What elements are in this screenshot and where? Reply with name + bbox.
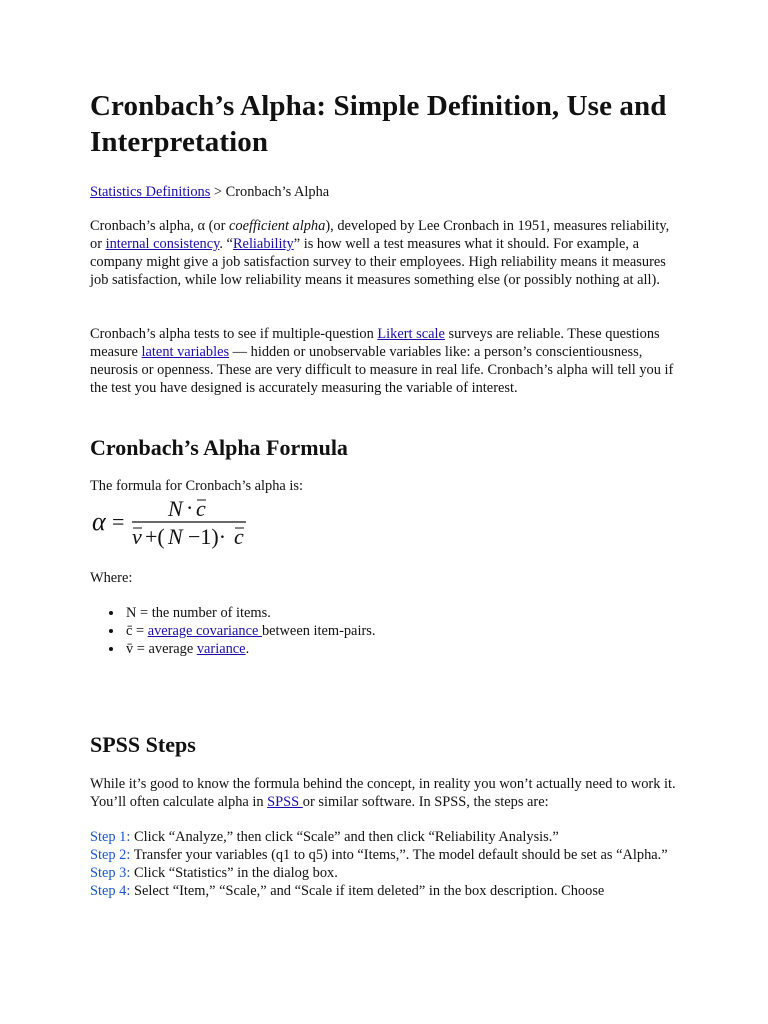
step-1-text: Click “Analyze,” then click “Scale” and then click “Reliability Analysis.” [130, 829, 559, 845]
link-average-covariance[interactable]: average covariance [147, 623, 262, 639]
formula-plus-open: +( [145, 524, 165, 549]
where-label: Where: [90, 570, 133, 586]
breadcrumb-link-statistics-definitions[interactable]: Statistics Definitions [90, 184, 211, 200]
list-item-c [124, 622, 714, 640]
intro-text-1: Cronbach’s alpha, α (or [90, 218, 230, 234]
formula-c-num: c [196, 496, 206, 521]
likert-paragraph [90, 325, 680, 397]
para2-text-2: surveys are reliable. These questions measure [90, 326, 660, 360]
step-4-text: Select “Item,” “Scale,” and “Scale if item deleted” in the box description. Choose [130, 883, 605, 899]
step-3-text: Click “Statistics” in the dialog box. [130, 865, 338, 881]
formula-heading: Cronbach’s Alpha Formula [90, 435, 348, 460]
para2-text-1: Cronbach’s alpha tests to see if multiple-question [90, 326, 378, 342]
v-prefix: v̄ = average [126, 641, 197, 657]
spss-intro-text-1: While it’s good to know the formula behind the concept, in reality you won’t actually need to work it. You’ll often calculate alpha in [90, 776, 676, 810]
intro-text-2: ), developed by Lee Cronbach in 1951, measures reliability, or [90, 218, 670, 252]
spss-intro [90, 775, 680, 811]
link-latent-variables[interactable]: latent variables [141, 344, 230, 360]
formula-minus-one: −1)· [188, 524, 227, 549]
page-title: Cronbach’s Alpha: Simple Definition, Use and Interpretation [90, 90, 667, 158]
breadcrumb-separator: > [210, 184, 226, 200]
formula-graphic [90, 492, 290, 552]
intro-text-3: . “ [219, 236, 233, 252]
formula-c-den: c [234, 524, 244, 549]
spss-heading: SPSS Steps [90, 732, 196, 757]
step-3-label: Step 3: [90, 865, 131, 881]
spss-intro-text-2: or similar software. In SPSS, the steps are: [302, 794, 549, 810]
link-reliability[interactable]: Reliability [232, 236, 294, 252]
definitions-list [90, 604, 714, 658]
article-content [90, 88, 680, 899]
list-item-n: • N = the number of items. [124, 604, 714, 622]
cronbach-alpha-formula [90, 492, 290, 552]
spss-steps [90, 828, 680, 900]
step-4 [90, 882, 680, 900]
c-prefix: c̄ = [126, 623, 148, 639]
breadcrumb-current: Cronbach’s Alpha [225, 184, 330, 200]
para2-text-3: — hidden or unobservable variables like: a person’s conscientiousness, neurosis or openness. These are very difficult to measure in real life. Cronbach’s alpha will tell you if the test you have designed is accurately measuring the variable of interest. [90, 344, 674, 396]
step-2 [90, 846, 680, 864]
formula-v: v [132, 524, 142, 549]
step-2-label: Step 2: [90, 847, 131, 863]
formula-equals: = [112, 509, 125, 534]
formula-alpha: α [92, 507, 106, 536]
link-variance[interactable]: variance [196, 641, 246, 657]
step-2-text: Transfer your variables (q1 to q5) into “Items,”. The model default should be set as “Alpha.” [130, 847, 668, 863]
formula-n-den: N [168, 524, 183, 549]
step-4-label: Step 4: [90, 883, 131, 899]
formula-dot-1: · [186, 495, 194, 520]
step-1 [90, 828, 680, 846]
c-suffix: between item-pairs. [261, 623, 376, 639]
intro-text-4: ” is how well a test measures what it should. For example, a company might give a job satisfaction survey to their employees. High reliability means it measures job satisfaction, while low reliability means it measures something else (or possibly nothing at all). [90, 236, 666, 288]
list-item-v [124, 640, 714, 658]
link-likert-scale[interactable]: Likert scale [377, 326, 445, 342]
step-1-label: Step 1: [90, 829, 131, 845]
intro-emphasis: coefficient alpha [229, 218, 326, 234]
v-suffix: . [245, 641, 250, 657]
step-3 [90, 864, 680, 882]
link-internal-consistency[interactable]: internal consistency [105, 236, 220, 252]
formula-numerator: N [168, 496, 183, 521]
intro-paragraph [90, 217, 680, 289]
link-spss[interactable]: SPSS [267, 794, 303, 810]
formula-intro: The formula for Cronbach’s alpha is: [90, 478, 303, 494]
breadcrumb [90, 183, 329, 201]
